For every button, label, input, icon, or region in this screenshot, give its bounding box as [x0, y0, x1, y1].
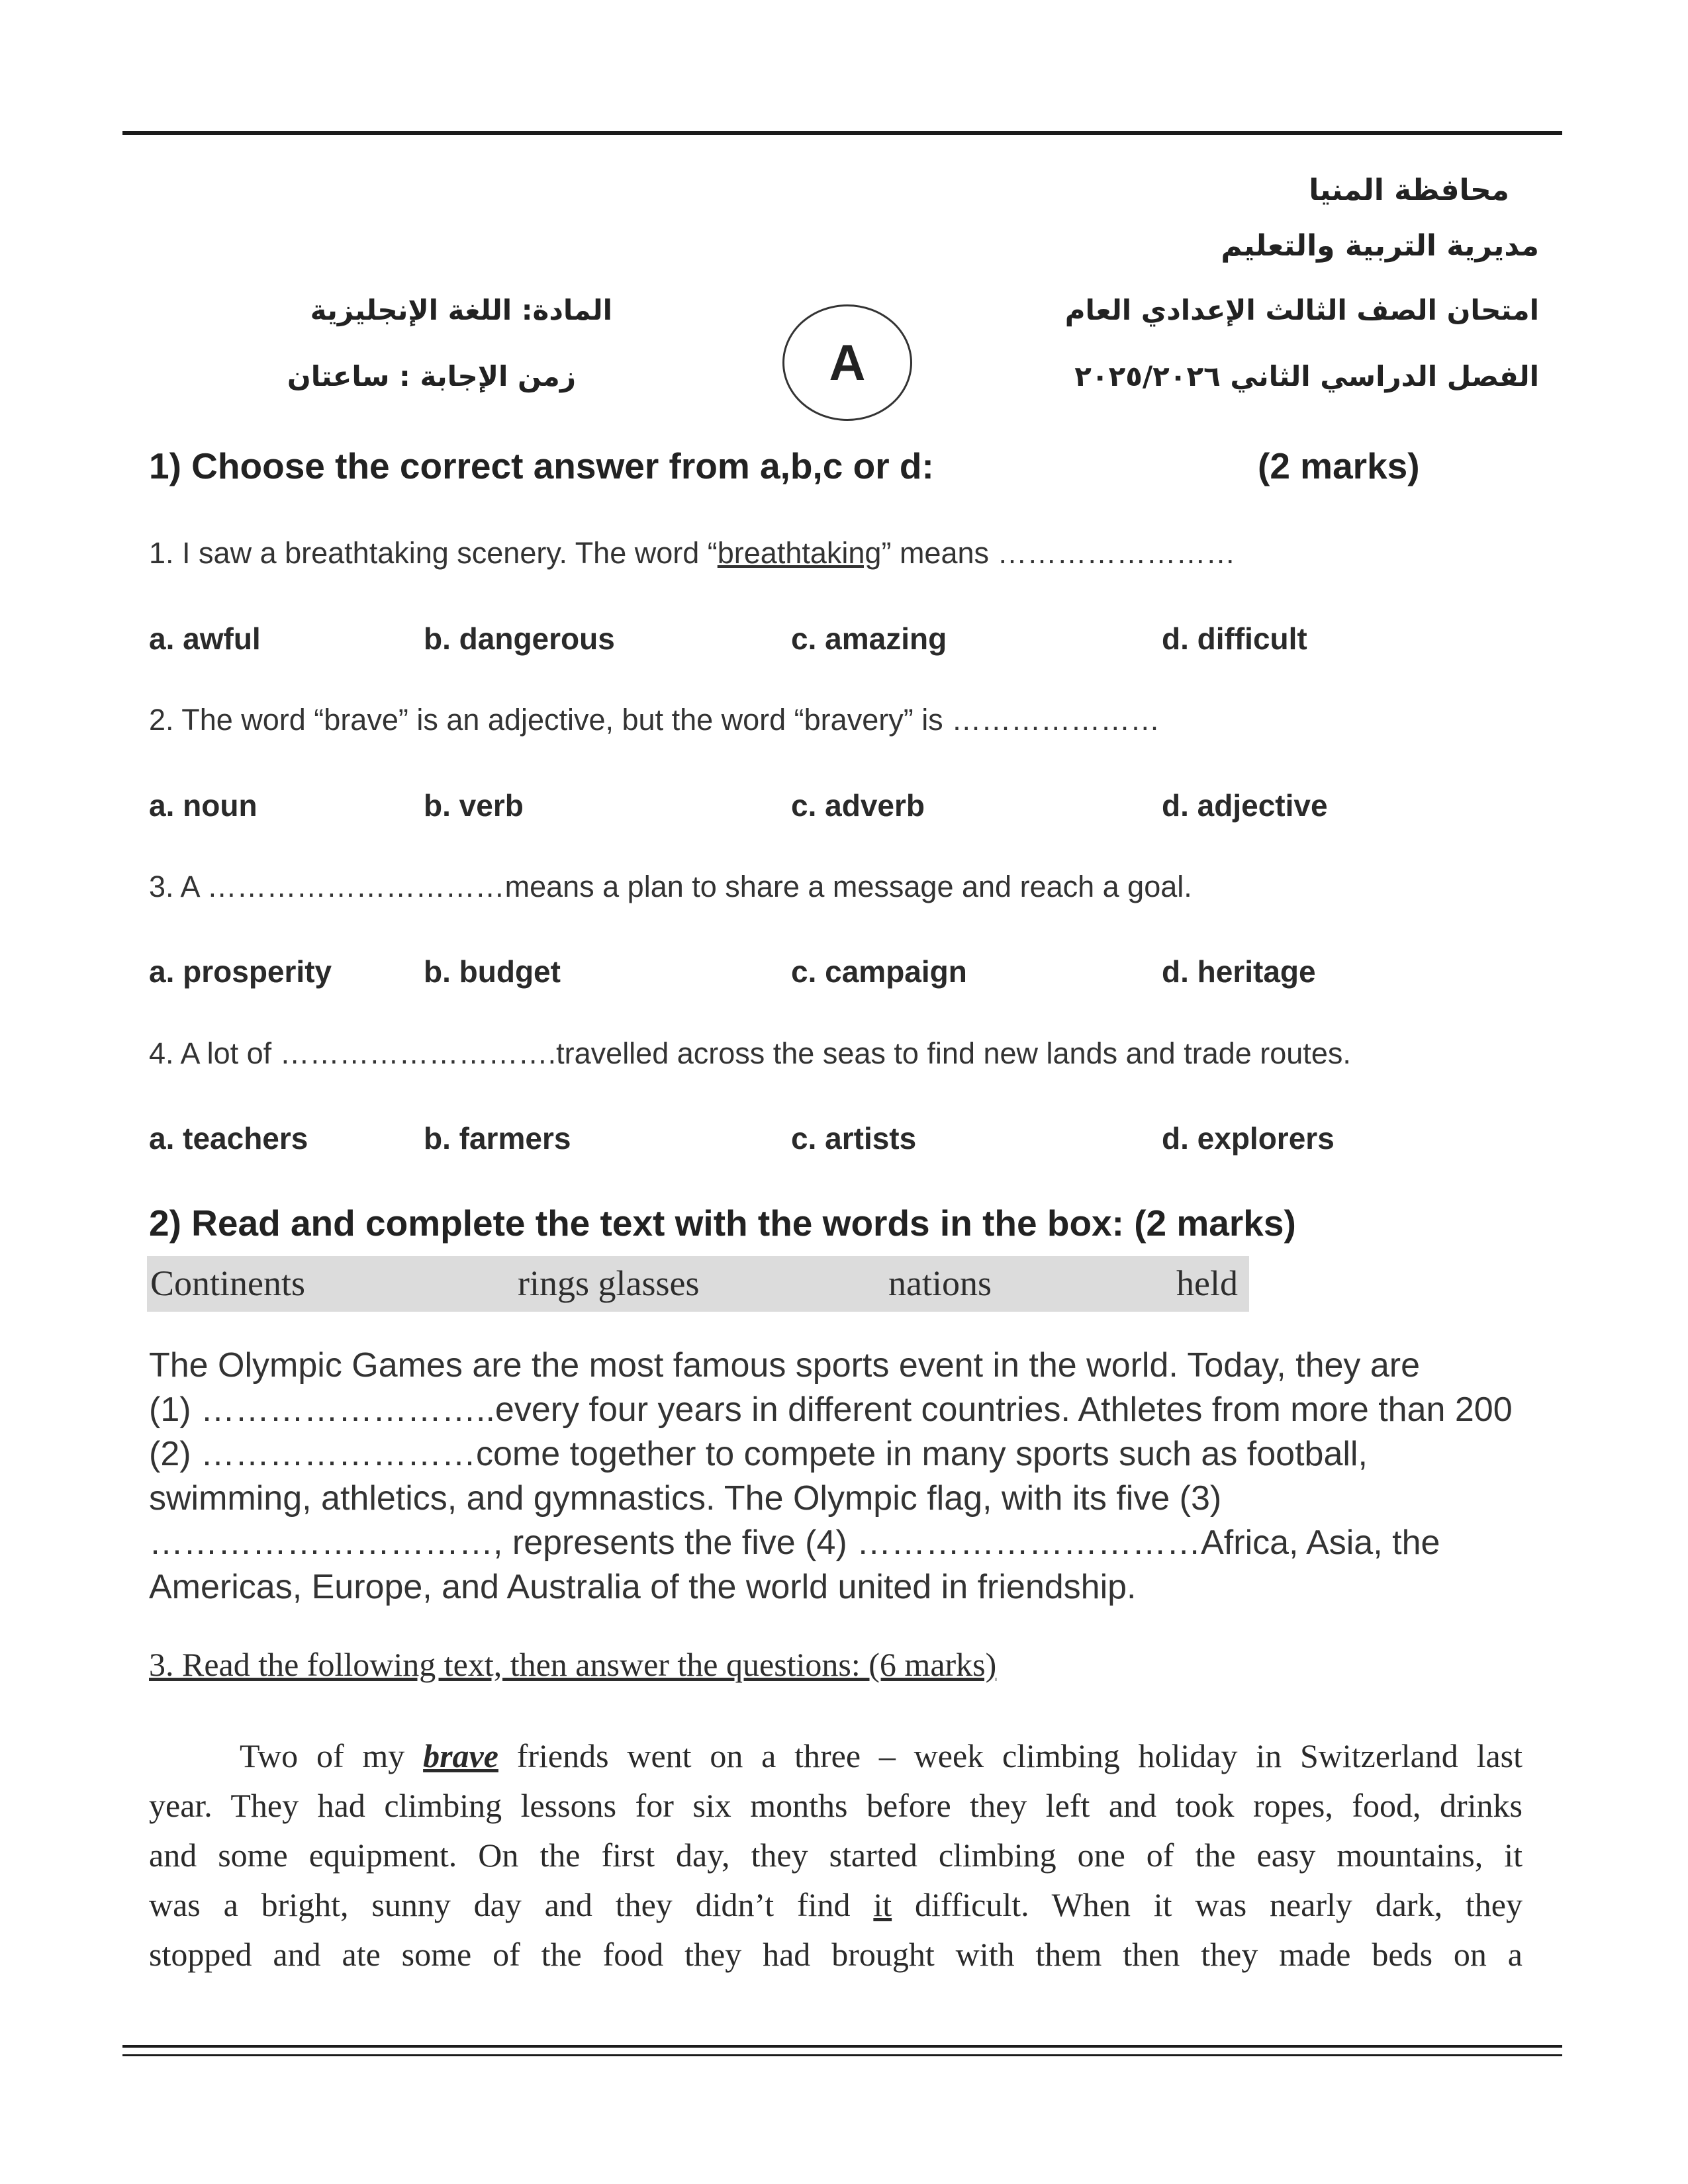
- option-d: d. adjective: [1162, 788, 1328, 823]
- climbing-passage: [149, 1731, 1523, 1979]
- passage-line: and some equipment. On the first day, they started climbing one of the easy mountains, it: [149, 1837, 1523, 1874]
- word-box-item: rings glasses: [518, 1263, 700, 1303]
- underlined-word: breathtaking: [717, 536, 882, 570]
- passage-line: …………………………, represents the five (4) …………………………Africa, Asia, the: [149, 1524, 1440, 1562]
- option-a: a. noun: [149, 788, 258, 823]
- option-d: d. explorers: [1162, 1121, 1335, 1156]
- option-a: a. teachers: [149, 1121, 308, 1156]
- question-4-options: [149, 1120, 1539, 1160]
- option-b: b. verb: [424, 788, 524, 823]
- exam-model-badge: A: [782, 304, 912, 421]
- word-box-item: Continents: [150, 1263, 306, 1303]
- emphasized-word: brave: [423, 1737, 498, 1774]
- top-rule: [122, 131, 1562, 135]
- olympics-passage: [149, 1343, 1559, 1610]
- word-box-item: nations: [888, 1263, 992, 1303]
- option-b: b. dangerous: [424, 621, 615, 656]
- option-a: a. prosperity: [149, 954, 332, 989]
- question-3-stem: 3. A …………………………means a plan to share a message and reach a goal.: [149, 870, 1192, 903]
- question-1-stem: 1. I saw a breathtaking scenery. The word “breathtaking” means ……………………: [149, 536, 1236, 570]
- option-c: c. amazing: [791, 621, 947, 656]
- section1-marks: (2 marks): [1258, 445, 1420, 486]
- question-3-options: [149, 954, 1539, 993]
- passage-line: Two of my brave friends went on a three – week climbing holiday in Switzerland last: [240, 1737, 1523, 1774]
- directorate-label: مديرية التربية والتعليم: [1221, 229, 1539, 263]
- option-c: c. adverb: [791, 788, 925, 823]
- option-d: d. heritage: [1162, 954, 1316, 989]
- passage-line: swimming, athletics, and gymnastics. The Olympic flag, with its five (3): [149, 1479, 1222, 1518]
- question-4-stem: 4. A lot of ……………………….travelled across the seas to find new lands and trade routes.: [149, 1036, 1351, 1070]
- passage-line: stopped and ate some of the food they had brought with them then they made beds on a: [149, 1936, 1523, 1973]
- question-2-stem: 2. The word “brave” is an adjective, but the word “bravery” is …………………: [149, 703, 1160, 737]
- passage-line: (2) ……………………come together to compete in many sports such as football,: [149, 1435, 1368, 1473]
- subject-label: المادة: اللغة الإنجليزية: [310, 294, 612, 326]
- passage-line: was a bright, sunny day and they didn’t find it difficult. When it was nearly dark, they: [149, 1886, 1523, 1923]
- section3-title: 3. Read the following text, then answer the questions: (6 marks): [149, 1646, 997, 1683]
- option-b: b. budget: [424, 954, 561, 989]
- question-2-options: [149, 788, 1539, 827]
- exam-title: امتحان الصف الثالث الإعدادي العام: [1064, 294, 1539, 326]
- option-c: c. campaign: [791, 954, 967, 989]
- governorate-label: محافظة المنيا: [1309, 173, 1509, 207]
- option-b: b. farmers: [424, 1121, 571, 1156]
- term-label: الفصل الدراسي الثاني ٢٠٢٥/٢٠٢٦: [1074, 360, 1539, 392]
- option-c: c. artists: [791, 1121, 917, 1156]
- passage-line: year. They had climbing lessons for six months before they left and took ropes, food, drinks: [149, 1787, 1523, 1824]
- underlined-word: it: [873, 1886, 892, 1923]
- bottom-rule: [122, 2045, 1562, 2048]
- word-box-item: held: [1176, 1263, 1238, 1303]
- bottom-rule: [122, 2054, 1562, 2056]
- passage-line: The Olympic Games are the most famous sports event in the world. Today, they are: [149, 1346, 1421, 1385]
- option-a: a. awful: [149, 621, 261, 656]
- passage-line: Americas, Europe, and Australia of the world united in friendship.: [149, 1568, 1137, 1606]
- section1-title: 1) Choose the correct answer from a,b,c or d:: [149, 445, 934, 486]
- question-1-options: [149, 621, 1539, 660]
- passage-line: (1) ……………………..every four years in different countries. Athletes from more than 200: [149, 1390, 1513, 1429]
- word-box: [147, 1256, 1249, 1312]
- section2-title: 2) Read and complete the text with the words in the box: (2 marks): [149, 1203, 1296, 1244]
- answer-time-label: زمن الإجابة : ساعتان: [287, 360, 576, 392]
- option-d: d. difficult: [1162, 621, 1307, 656]
